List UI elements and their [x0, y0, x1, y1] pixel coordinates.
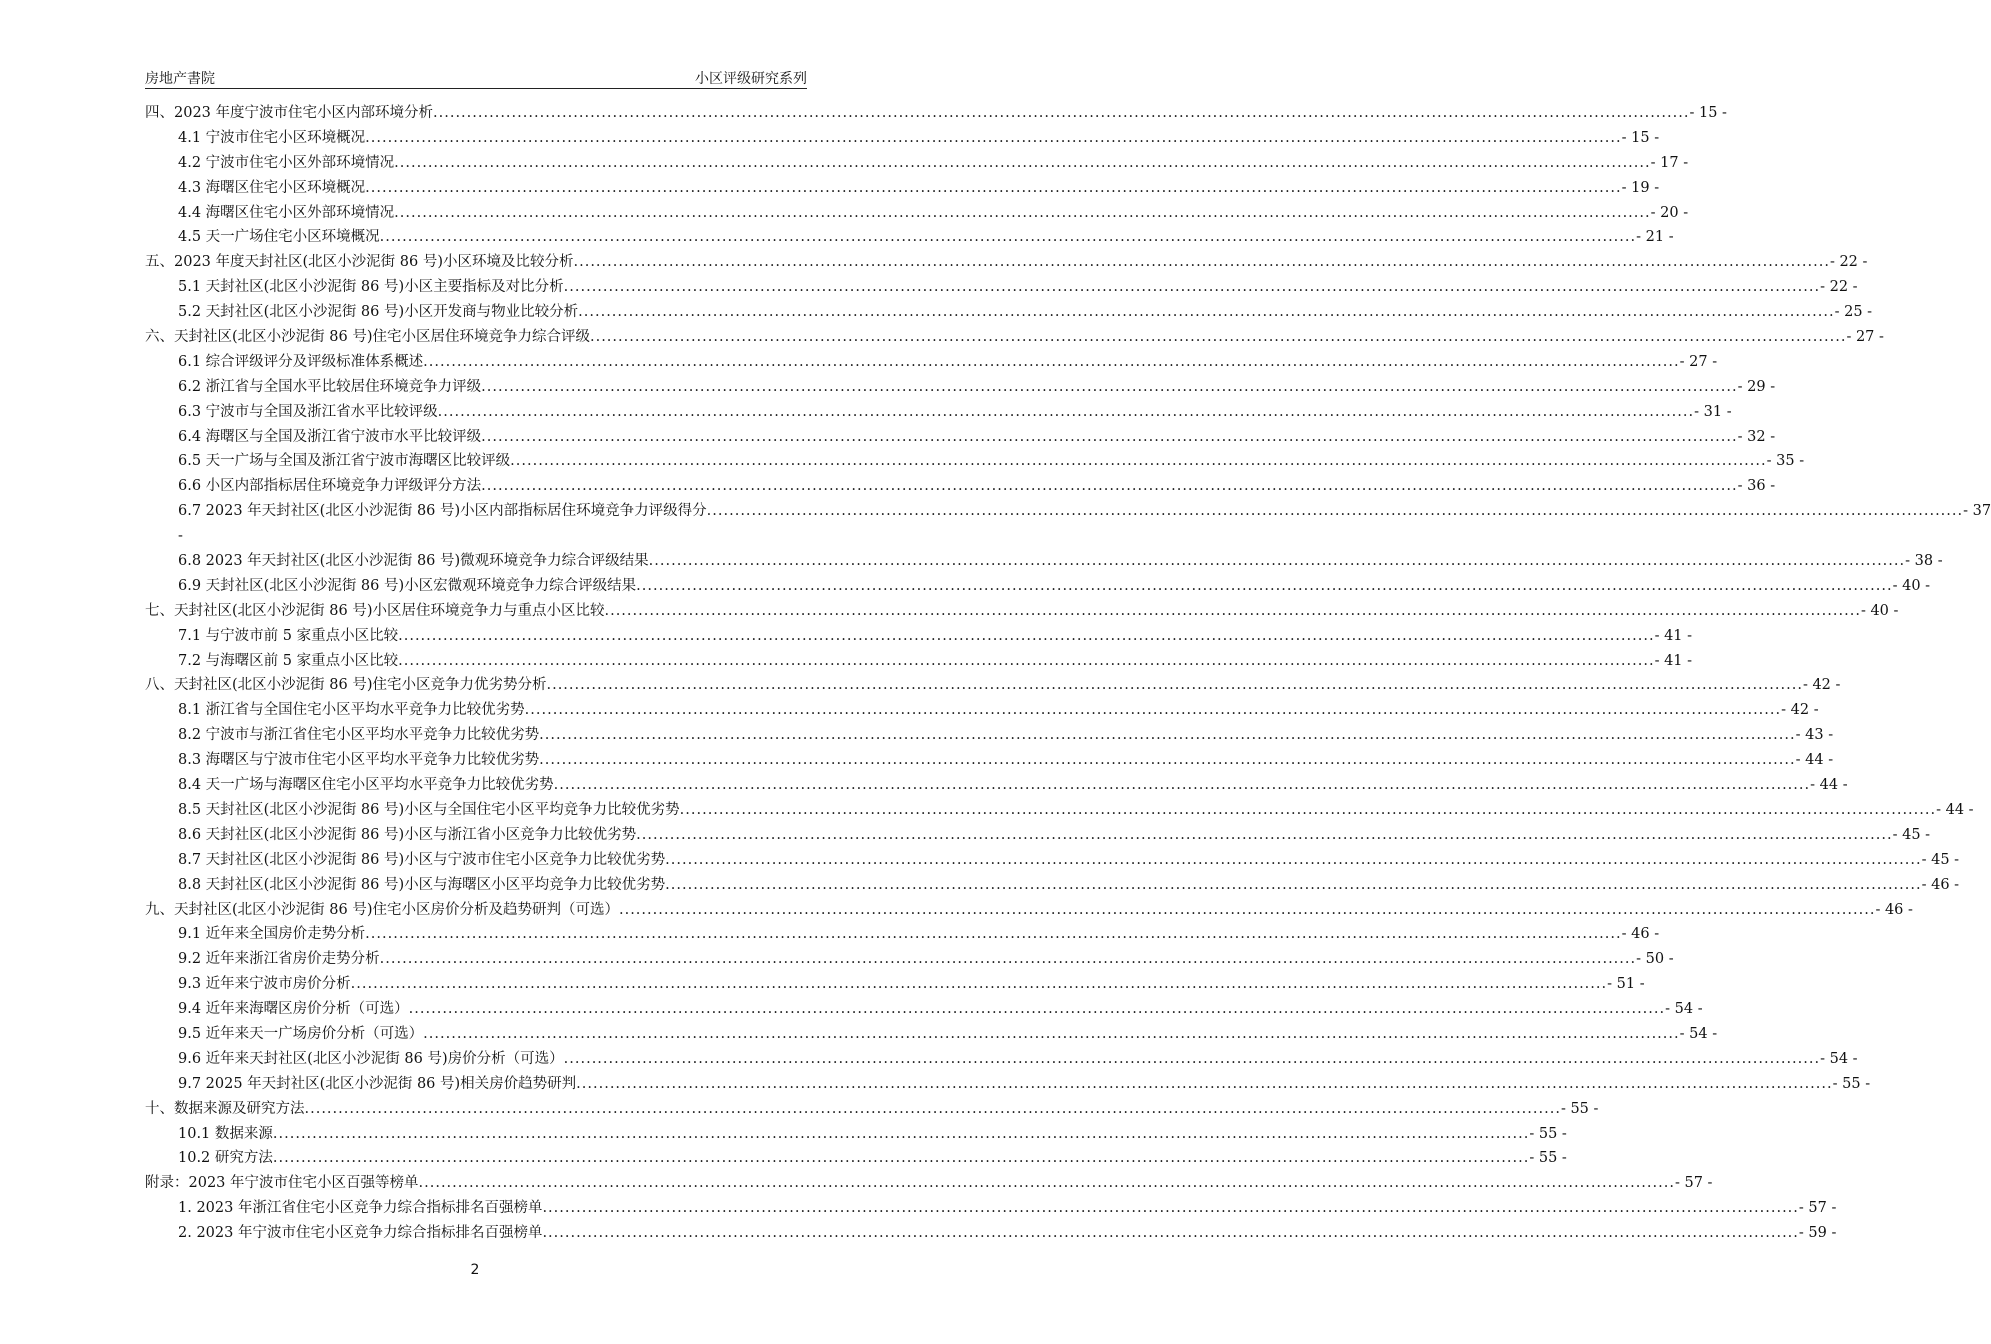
toc-entry-page: - 46 -: [1875, 901, 1913, 918]
dot-leader: [564, 275, 1820, 300]
toc-section-entry[interactable]: [145, 1047, 1858, 1072]
dot-leader: [525, 698, 1781, 723]
toc-section-entry[interactable]: [145, 574, 1931, 599]
toc-section-entry[interactable]: [145, 201, 1689, 226]
dot-leader: [636, 823, 1892, 848]
toc-entry-page: - 44 -: [1810, 777, 1848, 794]
toc-entry-page: - 37: [1963, 503, 1991, 520]
dot-leader: [590, 325, 1846, 350]
dot-leader: [680, 798, 1936, 823]
toc-entry-page-wrap: -: [178, 528, 183, 545]
dot-leader: [636, 574, 1892, 599]
toc-entry-page: - 45 -: [1921, 851, 1960, 868]
toc-entry-title: 8.3 海曙区与宁波市住宅小区平均水平竞争力比较优劣势: [178, 752, 540, 769]
toc-entry-page: - 44 -: [1936, 801, 1974, 818]
toc-entry-page: - 38 -: [1905, 553, 1943, 570]
dot-leader: [539, 723, 1795, 748]
dot-leader: [398, 624, 1654, 649]
toc-entry-title: 9.2 近年来浙江省房价走势分析: [178, 951, 380, 968]
toc-section-entry[interactable]: [145, 275, 1858, 300]
toc-section-entry[interactable]: [145, 400, 1732, 425]
toc-entry-page: - 35 -: [1766, 453, 1805, 470]
dot-leader: [546, 673, 1802, 698]
toc-entry-title: 6.4 海曙区与全国及浙江省宁波市水平比较评级: [178, 428, 482, 445]
toc-entry-title: 6.8 2023 年天封社区(北区小沙泥街 86 号)微观环境竞争力综合评级结果: [178, 553, 649, 570]
toc-entry-page: - 20 -: [1650, 204, 1689, 221]
toc-entry-page: - 43 -: [1795, 727, 1834, 744]
dot-leader: [665, 873, 1921, 898]
toc-section-entry[interactable]: [145, 798, 1974, 823]
toc-section-entry[interactable]: [145, 947, 1674, 972]
toc-section-entry[interactable]: [145, 449, 1805, 474]
toc-entry-page: - 42 -: [1802, 677, 1841, 694]
toc-entry-title: 9.5 近年来天一广场房价分析（可选）: [178, 1025, 424, 1042]
dot-leader: [365, 176, 1621, 201]
toc-entry-page: - 55 -: [1560, 1100, 1599, 1117]
toc-entry-page: - 54 -: [1665, 1001, 1703, 1018]
toc-entry-page: - 32 -: [1737, 428, 1776, 445]
toc-entry-page: - 25 -: [1834, 304, 1873, 321]
toc-entry-title: 8.7 天封社区(北区小沙泥街 86 号)小区与宁波市住宅小区竞争力比较优劣势: [178, 851, 666, 868]
toc-chapter-entry[interactable]: [145, 898, 1913, 923]
toc-entry-page: - 41 -: [1654, 627, 1693, 644]
toc-section-entry[interactable]: [145, 499, 1991, 524]
toc-section-entry[interactable]: [145, 1221, 1837, 1246]
dot-leader: [433, 101, 1689, 126]
toc-entry-page: - 36 -: [1737, 478, 1776, 495]
dot-leader: [665, 848, 1921, 873]
dot-leader: [481, 425, 1737, 450]
dot-leader: [578, 300, 1834, 325]
toc-entry-title: 4.5 天一广场住宅小区环境概况: [178, 229, 380, 246]
toc-entry-title: 9.4 近年来海曙区房价分析（可选）: [178, 1001, 409, 1018]
toc-entry-title: 4.1 宁波市住宅小区环境概况: [178, 129, 366, 146]
toc-entry-title: 5.1 天封社区(北区小沙泥街 86 号)小区主要指标及对比分析: [178, 279, 564, 296]
header-series-title: 小区评级研究系列: [695, 71, 807, 87]
toc-section-entry[interactable]: [145, 151, 1689, 176]
toc-entry-page: - 55 -: [1529, 1125, 1567, 1142]
toc-section-entry[interactable]: [145, 698, 1819, 723]
toc-entry-title: 七、天封社区(北区小沙泥街 86 号)小区居住环境竞争力与重点小区比较: [145, 602, 605, 619]
dot-leader: [481, 474, 1737, 499]
toc-entry-page: - 15 -: [1689, 105, 1727, 121]
toc-section-entry[interactable]: [145, 126, 1660, 151]
toc-entry-title: 4.2 宁波市住宅小区外部环境情况: [178, 154, 395, 171]
toc-entry-title: 6.7 2023 年天封社区(北区小沙泥街 86 号)小区内部指标居住环境竞争力评级得分: [178, 503, 707, 520]
toc-entry-title: 8.5 天封社区(北区小沙泥街 86 号)小区与全国住宅小区平均竞争力比较优劣势: [178, 801, 680, 818]
toc-entry-page: - 27 -: [1846, 329, 1884, 346]
dot-leader: [438, 400, 1694, 425]
toc-entry-title: 9.7 2025 年天封社区(北区小沙泥街 86 号)相关房价趋势研判: [178, 1075, 577, 1092]
toc-entry-page: - 57 -: [1798, 1200, 1837, 1217]
dot-leader: [564, 1047, 1820, 1072]
dot-leader: [365, 126, 1621, 151]
toc-entry-title: 8.2 宁波市与浙江省住宅小区平均水平竞争力比较优劣势: [178, 727, 540, 744]
toc-entry-title: 2. 2023 年宁波市住宅小区竞争力综合指标排名百强榜单: [178, 1225, 543, 1242]
toc-entry-page: - 50 -: [1636, 951, 1674, 968]
toc-section-entry[interactable]: [145, 823, 1931, 848]
toc-entry-page: - 27 -: [1679, 353, 1718, 370]
dot-leader: [542, 1221, 1798, 1246]
toc-entry-page: - 22 -: [1820, 279, 1858, 296]
toc-section-entry[interactable]: [145, 972, 1645, 997]
header-publisher: 房地产書院: [145, 71, 215, 87]
toc-section-entry[interactable]: [145, 649, 1693, 674]
toc-entry-page: - 31 -: [1694, 403, 1732, 420]
dot-leader: [574, 250, 1830, 275]
toc-section-entry[interactable]: [145, 997, 1703, 1022]
toc-entry-title: 8.8 天封社区(北区小沙泥街 86 号)小区与海曙区小区平均竞争力比较优劣势: [178, 876, 666, 893]
toc-entry-page: - 21 -: [1636, 229, 1674, 246]
toc-entry-page: - 46 -: [1921, 876, 1960, 893]
toc-section-entry[interactable]: [145, 225, 1674, 250]
dot-leader: [539, 748, 1795, 773]
dot-leader: [305, 1097, 1561, 1122]
toc-section-entry[interactable]: [145, 350, 1718, 375]
dot-leader: [707, 499, 1963, 524]
toc-chapter-entry[interactable]: [145, 101, 1727, 126]
toc-entry-page: - 45 -: [1892, 826, 1931, 843]
toc-entry-title: 4.4 海曙区住宅小区外部环境情况: [178, 204, 395, 221]
toc-section-entry[interactable]: [145, 873, 1960, 898]
toc-entry-title: 附录：2023 年宁波市住宅小区百强等榜单: [145, 1175, 419, 1192]
toc-section-entry[interactable]: [145, 549, 1943, 574]
dot-leader: [423, 350, 1679, 375]
toc-entry-page: - 22 -: [1829, 254, 1868, 271]
toc-section-entry[interactable]: [145, 624, 1693, 649]
toc-entry-page: - 54 -: [1820, 1050, 1858, 1067]
toc-entry-title: 六、天封社区(北区小沙泥街 86 号)住宅小区居住环境竞争力综合评级: [145, 329, 590, 346]
toc-entry-page: - 46 -: [1621, 926, 1660, 943]
toc-section-entry[interactable]: [145, 922, 1660, 947]
dot-leader: [380, 225, 1636, 250]
toc-entry-title: 9.3 近年来宁波市房价分析: [178, 976, 351, 993]
dot-leader: [394, 201, 1650, 226]
toc-chapter-entry[interactable]: [145, 250, 1868, 275]
toc-section-entry[interactable]: [145, 1196, 1837, 1221]
toc-entry-page: - 44 -: [1795, 752, 1834, 769]
toc-entry-page: - 51 -: [1607, 976, 1645, 993]
toc-entry-title: 十、数据来源及研究方法: [145, 1100, 305, 1117]
toc-entry-page: - 42 -: [1781, 702, 1819, 719]
toc-chapter-entry[interactable]: [145, 1097, 1599, 1122]
toc-entry-title: 8.4 天一广场与海曙区住宅小区平均水平竞争力比较优劣势: [178, 777, 554, 794]
toc-entry-title: 6.5 天一广场与全国及浙江省宁波市海曙区比较评级: [178, 453, 511, 470]
dot-leader: [419, 1171, 1675, 1196]
dot-leader: [351, 972, 1607, 997]
toc-section-entry[interactable]: [145, 375, 1776, 400]
dot-leader: [542, 1196, 1798, 1221]
toc-section-entry[interactable]: [145, 848, 1960, 873]
dot-leader: [510, 449, 1766, 474]
toc-entry-title: 6.1 综合评级评分及评级标准体系概述: [178, 353, 424, 370]
dot-leader: [619, 898, 1875, 923]
toc-entry-title: 10.1 数据来源: [178, 1125, 273, 1142]
toc-entry-page: - 17 -: [1650, 154, 1689, 171]
toc-entry-page: - 55 -: [1832, 1075, 1871, 1092]
toc-section-entry[interactable]: [145, 1146, 1567, 1171]
toc-entry-page: - 29 -: [1737, 378, 1776, 395]
toc-section-entry[interactable]: [145, 773, 1848, 798]
running-header: [145, 66, 807, 89]
toc-entry-title: 8.1 浙江省与全国住宅小区平均水平竞争力比较优劣势: [178, 702, 525, 719]
toc-entry-page: - 55 -: [1529, 1150, 1567, 1167]
dot-leader: [649, 549, 1905, 574]
toc-section-entry[interactable]: [145, 748, 1834, 773]
toc-entry-page: - 59 -: [1798, 1225, 1837, 1242]
toc-entry-page: - 57 -: [1674, 1175, 1713, 1192]
dot-leader: [481, 375, 1737, 400]
toc-section-entry[interactable]: [145, 1072, 1871, 1097]
dot-leader: [394, 151, 1650, 176]
toc-entry-title: 四、2023 年度宁波市住宅小区内部环境分析: [145, 105, 434, 121]
dot-leader: [398, 649, 1654, 674]
toc-section-entry[interactable]: [145, 474, 1776, 499]
dot-leader: [576, 1072, 1832, 1097]
toc-section-entry[interactable]: [145, 1122, 1567, 1147]
toc-entry-title: 7.1 与宁波市前 5 家重点小区比较: [178, 627, 399, 644]
toc-entry-title: 6.9 天封社区(北区小沙泥街 86 号)小区宏微观环境竞争力综合评级结果: [178, 577, 637, 594]
toc-entry-page: - 19 -: [1621, 179, 1660, 196]
toc-entry-title: 6.6 小区内部指标居住环境竞争力评级评分方法: [178, 478, 482, 495]
dot-leader: [604, 599, 1860, 624]
toc-chapter-entry[interactable]: [145, 1171, 1713, 1196]
dot-leader: [380, 947, 1636, 972]
toc-section-entry[interactable]: [145, 176, 1660, 201]
table-of-contents: [145, 101, 1991, 1246]
toc-entry-title: 6.2 浙江省与全国水平比较居住环境竞争力评级: [178, 378, 482, 395]
toc-entry-title: 6.3 宁波市与全国及浙江省水平比较评级: [178, 403, 438, 420]
toc-entry-title: 五、2023 年度天封社区(北区小沙泥街 86 号)小区环境及比较分析: [145, 254, 574, 271]
toc-chapter-entry[interactable]: [145, 599, 1899, 624]
toc-entry-title: 9.6 近年来天封社区(北区小沙泥街 86 号)房价分析（可选）: [178, 1050, 564, 1067]
toc-section-entry[interactable]: [145, 425, 1776, 450]
dot-leader: [365, 922, 1621, 947]
dot-leader: [409, 997, 1665, 1022]
toc-entry-title: 1. 2023 年浙江省住宅小区竞争力综合指标排名百强榜单: [178, 1200, 543, 1217]
page-number: 2: [470, 1262, 480, 1278]
toc-entry-page: - 41 -: [1654, 652, 1693, 669]
toc-entry-title: 5.2 天封社区(北区小沙泥街 86 号)小区开发商与物业比较分析: [178, 304, 579, 321]
toc-section-entry[interactable]: [145, 300, 1873, 325]
toc-entry-title: 八、天封社区(北区小沙泥街 86 号)住宅小区竞争力优劣势分析: [145, 677, 547, 694]
toc-entry-page: - 15 -: [1621, 129, 1660, 146]
dot-leader: [554, 773, 1810, 798]
toc-entry-page: - 40 -: [1860, 602, 1899, 619]
toc-entry-page: - 40 -: [1892, 577, 1931, 594]
dot-leader: [273, 1122, 1529, 1147]
toc-entry-page: - 54 -: [1679, 1025, 1718, 1042]
toc-entry-title: 10.2 研究方法: [178, 1150, 273, 1167]
toc-entry-title: 九、天封社区(北区小沙泥街 86 号)住宅小区房价分析及趋势研判（可选）: [145, 901, 619, 918]
toc-chapter-entry[interactable]: [145, 673, 1841, 698]
toc-entry-title: 8.6 天封社区(北区小沙泥街 86 号)小区与浙江省小区竞争力比较优劣势: [178, 826, 637, 843]
dot-leader: [423, 1022, 1679, 1047]
toc-section-entry[interactable]: [145, 1022, 1718, 1047]
toc-entry-title: 9.1 近年来全国房价走势分析: [178, 926, 366, 943]
toc-entry-title: 4.3 海曙区住宅小区环境概况: [178, 179, 366, 196]
toc-entry-title: 7.2 与海曙区前 5 家重点小区比较: [178, 652, 399, 669]
toc-chapter-entry[interactable]: [145, 325, 1884, 350]
dot-leader: [273, 1146, 1529, 1171]
toc-section-entry[interactable]: [145, 723, 1834, 748]
